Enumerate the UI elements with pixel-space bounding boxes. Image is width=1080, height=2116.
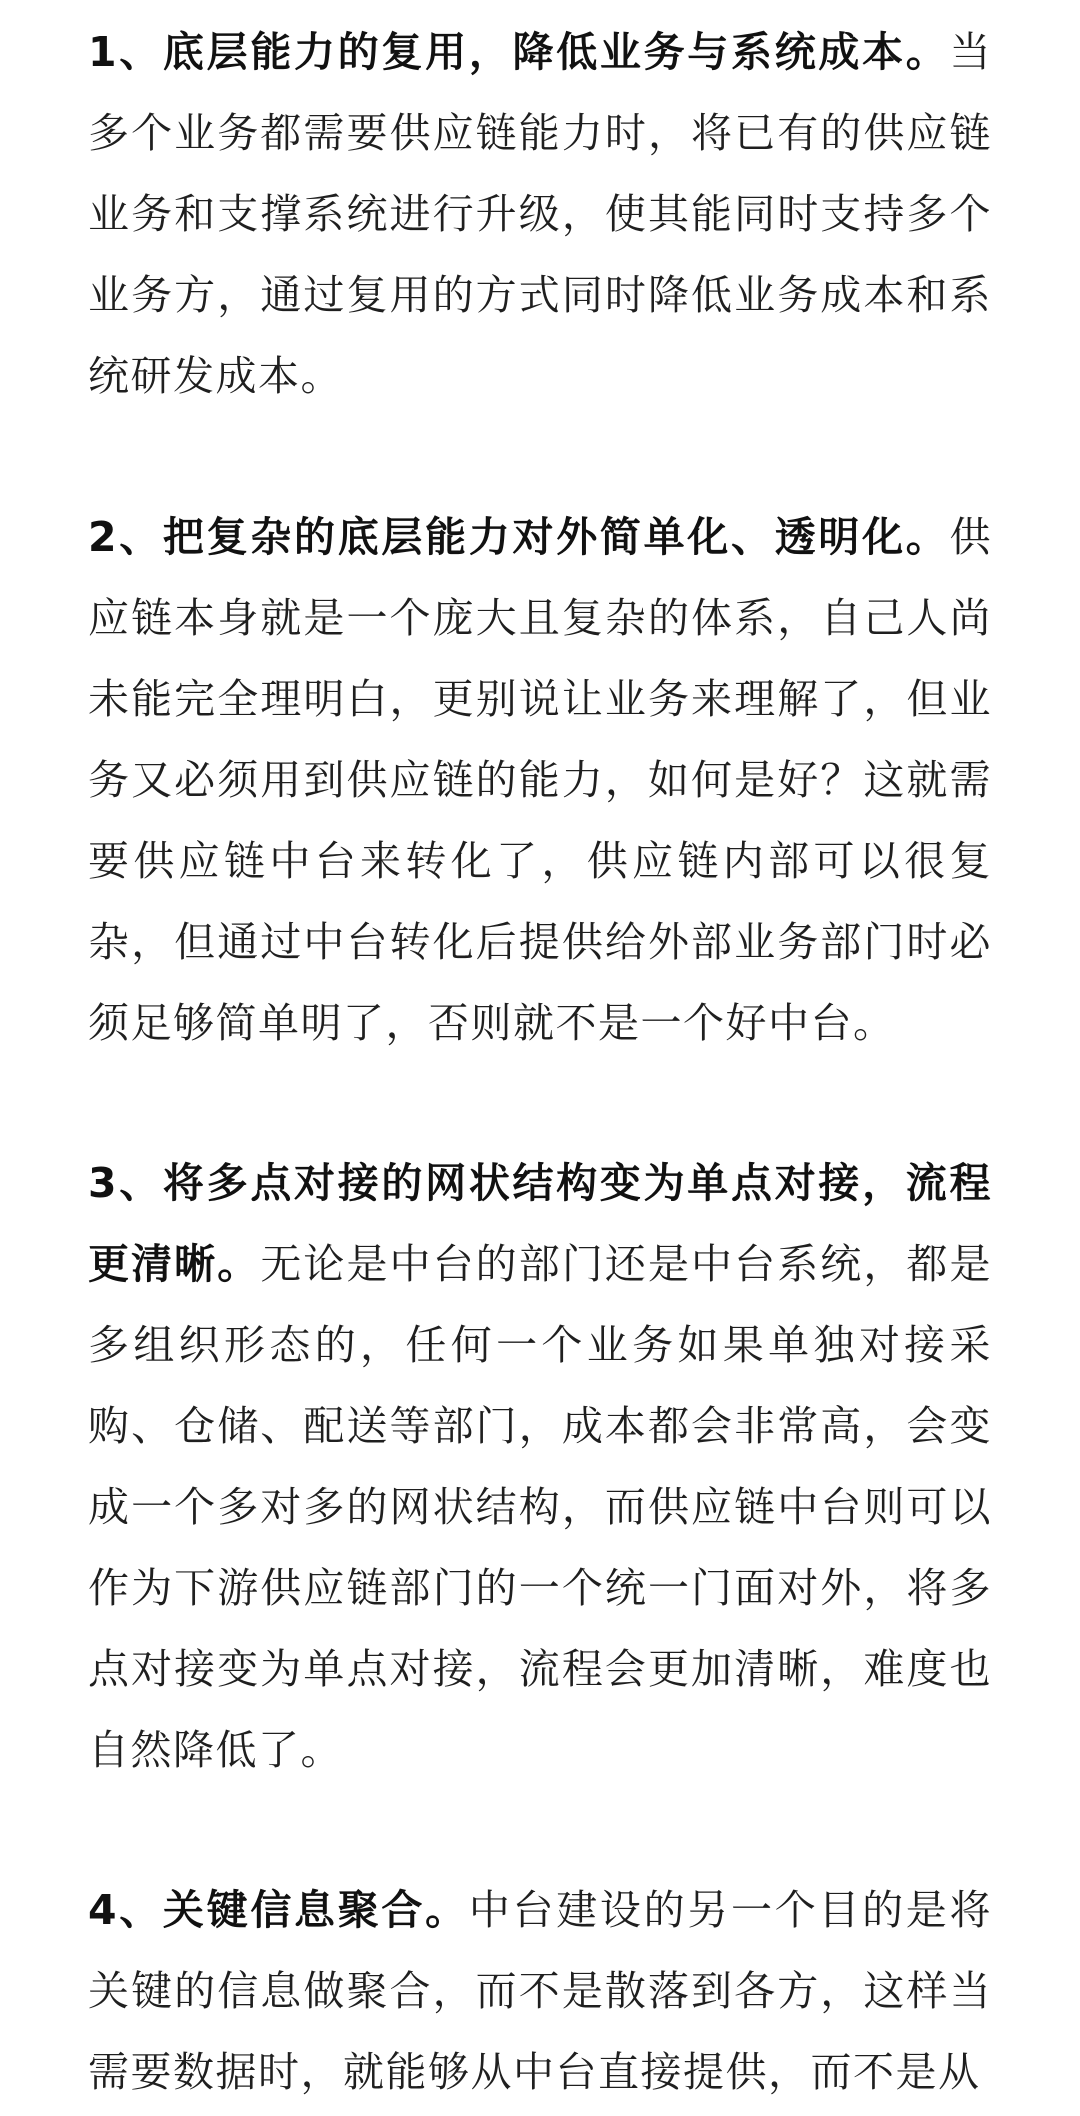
paragraph-2	[88, 497, 992, 1064]
paragraph-1-heading: 1、底层能力的复用，降低业务与系统成本。	[88, 28, 950, 76]
paragraph-4-heading: 4、关键信息聚合。	[88, 1886, 469, 1934]
paragraph-1-body: 当多个业务都需要供应链能力时，将已有的供应链业务和支撑系统进行升级，使其能同时支持多个业务方，通过复用的方式同时降低业务成本和系统研发成本。	[88, 28, 992, 400]
paragraph-4	[88, 1870, 992, 2113]
paragraph-2-heading: 2、把复杂的底层能力对外简单化、透明化。	[88, 513, 950, 561]
paragraph-3-body: 无论是中台的部门还是中台系统，都是多组织形态的，任何一个业务如果单独对接采购、仓储、配送等部门，成本都会非常高，会变成一个多对多的网状结构，而供应链中台则可以作为下游供应链部门的一个统一门面对外，将多点对接变为单点对接，流程会更加清晰，难度也自然降低了。	[88, 1240, 993, 1774]
paragraph-3	[88, 1143, 992, 1791]
paragraph-1	[88, 12, 992, 417]
paragraph-2-body: 供应链本身就是一个庞大且复杂的体系，自己人尚未能完全理明白，更别说让业务来理解了，但业务又必须用到供应链的能力，如何是好？这就需要供应链中台来转化了，供应链内部可以很复杂，但通过中台转化后提供给外部业务部门时必须足够简单明了，否则就不是一个好中台。	[88, 513, 992, 1047]
paragraph-3-heading: 3、将多点对接的网状结构变为单点对接，流程更清晰。	[88, 1159, 992, 1288]
paragraph-4-body: 中台建设的另一个目的是将关键的信息做聚合，而不是散落到各方，这样当需要数据时，就能够从中台直接提供，而不是从	[88, 1886, 993, 2096]
